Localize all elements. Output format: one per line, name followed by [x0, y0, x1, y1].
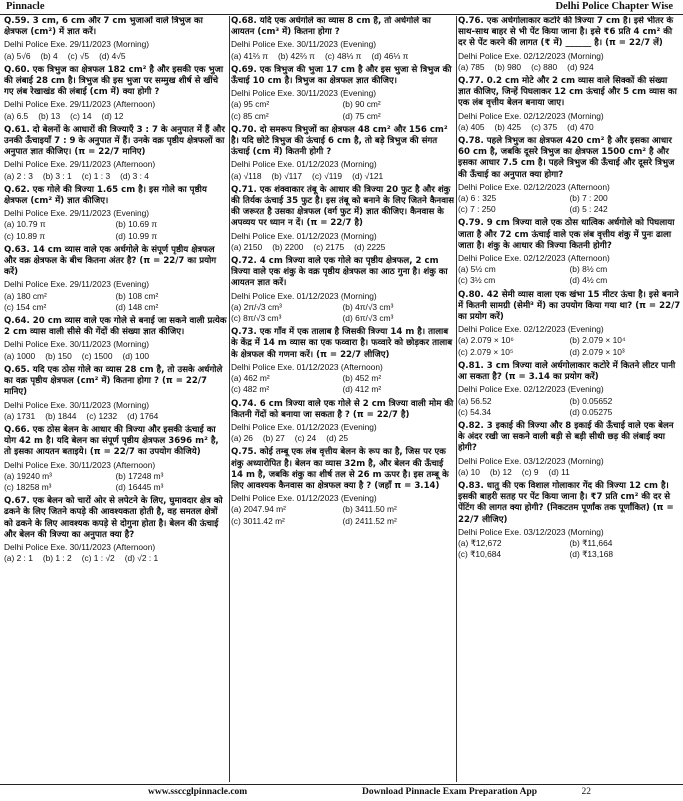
answer-option: (d) 100 [122, 350, 150, 361]
exam-reference: Delhi Police Exe. 29/11/2023 (Afternoon) [4, 99, 156, 110]
answer-options [458, 264, 681, 286]
answer-options [458, 62, 681, 73]
answer-options [4, 171, 227, 182]
column-2 [231, 16, 454, 782]
answer-option: (b) 13 [38, 110, 61, 121]
answer-option: (a) 1000 [4, 350, 36, 361]
exam-reference: Delhi Police Exe. 01/12/2023 (Morning) [231, 159, 377, 170]
question-block [458, 421, 681, 478]
answer-options [458, 396, 681, 418]
question-text: Q.61. दो बेलनों के आधारों की त्रिज्याएँ 3 : 7 के अनुपात में हैं और उनकी ऊँचाइयाँ 7 : 9 के अनुपात में हैं। उनके वक्र पृष्ठीय क्षेत्रफलों का अनुपात ज्ञात कीजिए। (π = 22/7 मानिए) [4, 124, 225, 158]
answer-option: (a) 19240 m³ [4, 470, 52, 481]
answer-option: (b) 27 [262, 433, 285, 444]
answer-option: (a) 26 [231, 433, 253, 444]
answer-option: (c) 14 [70, 110, 92, 121]
answer-option: (d) 4½ cm [569, 275, 608, 286]
answer-option: (b) 90 cm² [342, 99, 381, 110]
exam-reference: Delhi Police Exe. 02/12/2023 (Afternoon) [458, 253, 610, 264]
answer-option: (a) 462 m² [231, 373, 270, 384]
answer-option: (a) 2 : 1 [4, 553, 33, 564]
answer-options [231, 99, 454, 121]
answer-options [4, 111, 227, 122]
question-text: Q.76. एक अर्धगोलाकार कटोरे की त्रिज्या 7 cm है। इसे भीतर के साथ-साथ बाहर से भी पेंट किया जाना है। इसे ₹6 प्रति 4 cm² की दर से पेंट करने की लागत (₹ में) ______ है। (π = 22/7 लें) [458, 16, 674, 49]
answer-options [231, 171, 454, 182]
exam-reference: Delhi Police Exe. 30/11/2023 (Morning) [4, 399, 150, 410]
answer-option: (c) 482 m² [231, 384, 270, 395]
answer-option: (c) 54.34 [458, 406, 492, 417]
answer-option: (a) 405 [458, 121, 485, 132]
answer-option: (b) 3411.50 m² [342, 504, 397, 515]
answer-option: (b) 1844 [45, 410, 77, 421]
answer-option: (b) 17248 m³ [115, 470, 164, 481]
page-number: 22 [581, 787, 591, 797]
answer-option: (b) 108 cm² [115, 290, 159, 301]
question-block [231, 16, 454, 62]
answer-option: (d) 2225 [354, 241, 386, 252]
answer-options [458, 122, 681, 133]
question-text: Q.83. धातु की एक विशाल गोलाकार गेंद की त्रिज्या 12 cm है। इसकी बाहरी सतह पर पेंट किया जाना है। ₹7 प्रति cm² की दर से पेंटिंग की लागत क्या होगी? (निकटतम पूर्णांक तक पूर्णांकित) (π = 22/7 लीजिए) [458, 480, 674, 525]
answer-option: (a) 2 : 3 [4, 170, 33, 181]
answer-option: (c) 24 [294, 433, 317, 444]
question-block [458, 361, 681, 418]
question-block [458, 290, 681, 358]
answer-option: (c) 85 cm² [231, 110, 269, 121]
answer-option: (a) 6 : 325 [458, 193, 497, 204]
answer-options [458, 193, 681, 215]
answer-option: (d) 16445 m³ [115, 481, 164, 492]
question-block [231, 125, 454, 182]
answer-option: (b) √117 [271, 170, 303, 181]
question-text: Q.70. दो समरूप त्रिभुजों का क्षेत्रफल 48 cm² और 156 cm² है। यदि छोटे त्रिभुज की ऊंचाई 6 cm है, तो बड़े त्रिभुज की संगत ऊंचाई (cm में) कितनी होगी ? [231, 124, 448, 158]
answer-options [4, 51, 227, 62]
exam-reference: Delhi Police Exe. 01/12/2023 (Evening) [231, 421, 377, 432]
page-footer [0, 784, 683, 801]
answer-option: (d) 25 [326, 433, 349, 444]
answer-option: (a) 95 cm² [231, 99, 270, 110]
question-block [231, 185, 454, 253]
exam-reference: Delhi Police Exe. 30/11/2023 (Morning) [4, 339, 150, 350]
answer-options [231, 51, 454, 62]
answer-option: (d) 148 cm² [115, 301, 159, 312]
answer-option: (a) 1731 [4, 410, 36, 421]
answer-option: (c) 3½ cm [458, 275, 496, 286]
answer-option: (c) 154 cm² [4, 301, 47, 312]
answer-options [231, 373, 454, 395]
exam-reference: Delhi Police Exe. 30/11/2023 (Evening) [231, 39, 377, 50]
answer-option: (d) 6π/√3 cm³ [342, 313, 394, 324]
answer-option: (b) 10.69 π [115, 219, 158, 230]
question-text: Q.68. यदि एक अर्धगोले का व्यास 8 cm है, तो अर्धगोले का आयतन (cm³ में) कितना होगा ? [231, 16, 431, 38]
answer-option: (a) 2π/√3 cm³ [231, 301, 282, 312]
question-block [4, 496, 227, 564]
exam-reference: Delhi Police Exe. 02/12/2023 (Evening) [458, 384, 604, 395]
answer-option: (b) 425 [494, 121, 522, 132]
question-text: Q.82. 3 इकाई की त्रिज्या और 8 इकाई की ऊँचाई वाले एक बेलन के अंदर रखी जा सकने वाली बड़ी से बड़ी सीधी छड़ की लंबाई क्या होगी? [458, 420, 674, 454]
answer-option: (c) 1 : 3 [81, 170, 111, 181]
question-block [458, 76, 681, 133]
answer-option: (a) 2.079 × 10⁶ [458, 335, 514, 346]
answer-option: (a) 6.5 [4, 110, 29, 121]
question-text: Q.63. 14 cm व्यास वाले एक अर्धगोले के संपूर्ण पृष्ठीय क्षेत्रफल और वक्र क्षेत्रफल के बीच कितना अंतर है? (π = 22/7 का प्रयोग करें) [4, 244, 217, 278]
question-text: Q.81. 3 cm त्रिज्या वाले अर्धगोलाकार कटोरे में कितने लीटर पानी आ सकता है? (π = 3.14 का प्रयोग करें) [458, 360, 676, 383]
answer-option: (b) 2200 [272, 241, 304, 252]
question-block [458, 218, 681, 286]
answer-option: (c) 10.89 π [4, 230, 46, 241]
answer-option: (d) 75 cm² [342, 110, 381, 121]
question-block [4, 316, 227, 362]
answer-options [4, 291, 227, 313]
answer-option: (b) 8½ cm [569, 264, 608, 275]
exam-reference: Delhi Police Exe. 30/11/2023 (Evening) [231, 88, 377, 99]
answer-option: (c) ₹10,684 [458, 549, 502, 560]
question-text: Q.75. कोई तम्बू एक लंब वृत्तीय बेलन के रूप का है, जिस पर एक शंकु अध्यारोपित है। बेलन का व्यास 32m है, और बेलन की ऊँचाई 14 m है, जबकि शंकु का शीर्ष तल से 26 m ऊपर है। इस तम्बू के लिए आवश्यक कैनवास का क्षेत्रफल क्या है ? (जहाँ π = 3.14) [231, 447, 449, 491]
question-block [4, 365, 227, 422]
answer-options [4, 219, 227, 241]
question-text: Q.66. एक ठोस बेलन के आधार की त्रिज्या और इसकी ऊंचाई का योग 42 m है। यदि बेलन का संपूर्ण पृष्ठीय क्षेत्रफल 3696 m² है, तो इसका आयतन बताइये। (π = 22/7 का उपयोग कीजिये) [4, 424, 219, 458]
question-block [4, 425, 227, 493]
answer-option: (b) 980 [494, 61, 522, 72]
exam-reference: Delhi Police Exe. 01/12/2023 (Morning) [231, 290, 377, 301]
answer-option: (a) 10.79 π [4, 219, 46, 230]
exam-reference: Delhi Police Exe. 01/12/2023 (Afternoon) [231, 361, 383, 372]
question-text: Q.79. 9 cm त्रिज्या वाले एक ठोस धात्विक अर्धगोले को पिघलाया जाता है और 72 cm ऊंचाई वाले एक लंब वृत्तीय शंकु में पुनः ढाला जाता है। शंकु के आधार की त्रिज्या कितनी होगी? [458, 218, 675, 251]
answer-option: (c) 18258 m³ [4, 481, 52, 492]
answer-options [4, 553, 227, 564]
answer-option: (d) 1764 [127, 410, 159, 421]
answer-option: (a) 5√6 [4, 50, 31, 61]
exam-reference: Delhi Police Exe. 29/11/2023 (Evening) [4, 279, 150, 290]
answer-option: (d) 10.99 π [115, 230, 158, 241]
exam-reference: Delhi Police Exe. 01/12/2023 (Morning) [231, 230, 377, 241]
question-block [458, 481, 681, 560]
answer-option: (c) 8π/√3 cm³ [231, 313, 282, 324]
question-block [231, 399, 454, 445]
question-text: Q.74. 6 cm त्रिज्या वाले एक गोले से 2 cm त्रिज्या वाली मोम की कितनी गेंदों को बनाया जा सकता है ? (π = 22/7 है) [231, 398, 454, 420]
answer-option: (d) 2.079 × 10³ [569, 346, 625, 357]
answer-option: (b) 150 [45, 350, 72, 361]
answer-options [231, 242, 454, 253]
answer-option: (c) 9 [521, 466, 539, 477]
exam-reference: Delhi Police Exe. 03/12/2023 (Morning) [458, 455, 604, 466]
answer-option: (d) ₹13,168 [569, 549, 614, 560]
question-text: Q.60. एक त्रिभुज का क्षेत्रफल 182 cm² है और इसकी एक भुजा की लंबाई 28 cm है। त्रिभुज की इस भुजा पर सम्मुख शीर्ष से खींचे गए लंब रेखाखंड की लंबाई (cm में) क्या होगी ? [4, 64, 224, 98]
answer-option: (b) 12 [489, 466, 512, 477]
answer-option: (c) 880 [531, 61, 558, 72]
exam-reference: Delhi Police Exe. 29/11/2023 (Afternoon) [4, 159, 156, 170]
answer-option: (a) √118 [231, 170, 262, 181]
answer-option: (d) 470 [567, 121, 594, 132]
answer-option: (d) 924 [567, 61, 594, 72]
answer-option: (b) 2.079 × 10⁴ [569, 335, 626, 346]
answer-option: (d) 0.05275 [569, 406, 613, 417]
answer-options [458, 538, 681, 560]
question-block [231, 256, 454, 324]
question-block [4, 16, 227, 62]
exam-reference: Delhi Police Exe. 02/12/2023 (Morning) [458, 50, 604, 61]
answer-options [231, 302, 454, 324]
answer-options [231, 433, 454, 444]
question-block [4, 65, 227, 122]
answer-option: (d) 4√5 [99, 50, 126, 61]
question-text: Q.77. 0.2 cm मोटे और 2 cm व्यास वाले सिक्कों की संख्या ज्ञात कीजिए, जिन्हें पिघलाकर 12 cm ऊंचाई और 5 cm व्यास का एक लंब वृत्तीय बेलन बनाया जाए। [458, 76, 677, 109]
footer-website: www.ssccglpinnacle.com [148, 787, 248, 797]
question-columns [4, 16, 680, 782]
answer-option: (a) 2150 [231, 241, 263, 252]
answer-option: (d) 3 : 4 [120, 170, 149, 181]
answer-option: (c) 2175 [313, 241, 345, 252]
answer-option: (b) 3 : 1 [42, 170, 72, 181]
question-block [4, 125, 227, 182]
page-header [0, 0, 683, 15]
answer-option: (a) 180 cm² [4, 290, 47, 301]
answer-option: (a) 56.52 [458, 395, 492, 406]
answer-option: (b) 4 [40, 50, 58, 61]
answer-option: (b) 1 : 2 [42, 553, 72, 564]
answer-options [458, 467, 681, 478]
question-text: Q.69. एक त्रिभुज की भुजा 17 cm है और इस भुजा से त्रिभुज की ऊँचाई 10 cm है। त्रिभुज का क्षेत्रफल ज्ञात कीजिए। [231, 64, 452, 87]
question-block [458, 16, 681, 73]
question-block [231, 447, 454, 526]
answer-option: (c) 3011.42 m² [231, 515, 285, 526]
question-text: Q.71. एक शंक्वाकार तंबू के आधार की त्रिज्या 20 फुट है और शंकु की तिर्यक ऊंचाई 35 फुट है। इस तंबू को बनाने के लिए जितने कैनवास की जरूरत है उसका क्षेत्रफल (वर्ग फुट में) ज्ञात कीजिए। कैनवास के अपव्यय पर ध्यान न दें। (π = 22/7 है) [231, 184, 454, 229]
answer-option: (a) 785 [458, 61, 485, 72]
column-divider [229, 16, 230, 782]
question-block [231, 327, 454, 395]
answer-option: (d) 5 : 242 [569, 204, 608, 215]
answer-options [4, 411, 227, 422]
answer-option: (d) √121 [352, 170, 384, 181]
question-text: Q.73. एक गाँव में एक तालाब है जिसकी त्रिज्या 14 m है। तालाब के केंद्र में 14 m व्यास का एक फव्वारा है। फव्वारे को छोड़कर तालाब के क्षेत्रफल की गणना करें। (π = 22/7 लीजिए) [231, 327, 453, 360]
exam-reference: Delhi Police Exe. 03/12/2023 (Morning) [458, 526, 604, 537]
brand-name: Pinnacle [6, 1, 45, 12]
answer-option: (c) √119 [312, 170, 343, 181]
answer-option: (c) 1232 [86, 410, 118, 421]
column-3 [458, 16, 681, 782]
answer-option: (a) 10 [458, 466, 480, 477]
answer-option: (d) 2411.52 m² [342, 515, 397, 526]
answer-options [4, 351, 227, 362]
exam-reference: Delhi Police Exe. 02/12/2023 (Morning) [458, 110, 604, 121]
question-block [231, 65, 454, 122]
exam-reference: Delhi Police Exe. 29/11/2023 (Evening) [4, 208, 150, 219]
answer-option: (b) 452 m² [342, 373, 382, 384]
answer-option: (a) 41⅔ π [231, 50, 268, 61]
answer-option: (c) 7 : 250 [458, 204, 496, 215]
answer-option: (d) 46⅓ π [371, 50, 409, 61]
answer-option: (c) 2.079 × 10⁵ [458, 346, 514, 357]
column-divider [456, 16, 457, 782]
column-1 [4, 16, 227, 782]
answer-option: (b) 7 : 200 [569, 193, 608, 204]
question-text: Q.72. 4 cm त्रिज्या वाले एक गोले का पृष्ठीय क्षेत्रफल, 2 cm त्रिज्या वाले एक शंकु के वक्र पृष्ठीय क्षेत्रफल का आठ गुना है। शंकु का आयतन ज्ञात करें। [231, 256, 448, 289]
answer-option: (c) 375 [531, 121, 558, 132]
answer-option: (a) 5½ cm [458, 264, 496, 275]
exam-reference: Delhi Police Exe. 02/12/2023 (Afternoon) [458, 181, 610, 192]
answer-options [231, 504, 454, 526]
question-text: Q.67. एक बेलन को चारों ओर से लपेटने के लिए, घुमावदार क्षेत्र को ढकने के लिए जितने कपड़े की आवश्यकता होती है, वह समतल क्षेत्रों को ढकने के लिए आवश्यक कपड़े से दोगुना होता है। बेलन की ऊंचाई और बेलन की त्रिज्या का अनुपात क्या है? [4, 496, 223, 540]
answer-option: (d) 11 [548, 466, 570, 477]
answer-option: (a) ₹12,672 [458, 537, 502, 548]
exam-reference: Delhi Police Exe. 01/12/2023 (Evening) [231, 493, 377, 504]
answer-options [458, 335, 681, 357]
exam-reference: Delhi Police Exe. 30/11/2023 (Afternoon) [4, 541, 156, 552]
question-text: Q.80. 42 सेमी व्यास वाला एक खंभा 15 मीटर ऊंचा है। इसे बनाने में कितनी सामग्री (सेमी³ में) का उपयोग किया गया था? (π = 22/7 का प्रयोग करें) [458, 289, 681, 323]
question-text: Q.64. 20 cm व्यास वाले एक गोले से बनाई जा सकने वाली प्रत्येक 2 cm व्यास वाली सीसे की गेंदों की संख्या ज्ञात कीजिए। [4, 316, 227, 338]
question-text: Q.65. यदि एक ठोस गोले का व्यास 28 cm है, तो उसके अर्धगोले का वक्र पृष्ठीय क्षेत्रफल (cm² में) कितना होगा ? (π = 22/7 मानिए) [4, 364, 223, 398]
answer-option: (c) 1 : √2 [81, 553, 115, 564]
question-block [4, 185, 227, 242]
answer-option: (b) 42⅔ π [277, 50, 315, 61]
answer-option: (b) ₹11,664 [569, 537, 613, 548]
answer-option: (c) √5 [67, 50, 90, 61]
answer-option: (b) 4π/√3 cm³ [342, 301, 394, 312]
answer-option: (b) 0.05652 [569, 395, 613, 406]
answer-option: (d) 12 [101, 110, 124, 121]
answer-option: (c) 48⅓ π [324, 50, 362, 61]
answer-option: (d) √2 : 1 [124, 553, 159, 564]
exam-reference: Delhi Police Exe. 02/12/2023 (Evening) [458, 324, 604, 335]
exam-reference: Delhi Police Exe. 29/11/2023 (Morning) [4, 39, 150, 50]
answer-options [4, 471, 227, 493]
exam-reference: Delhi Police Exe. 30/11/2023 (Afternoon) [4, 459, 156, 470]
question-text: Q.59. 3 cm, 6 cm और 7 cm भुजाओं वाले त्रिभुज का क्षेत्रफल (cm²) में ज्ञात करें। [4, 16, 203, 38]
question-text: Q.78. पहले त्रिभुज का क्षेत्रफल 420 cm² है और इसका आधार 60 cm है, जबकि दूसरे त्रिभुज का क्षेत्रफल 1500 cm² है और इसका आधार 7.5 cm है। पहले त्रिभुज की ऊँचाई और दूसरे त्रिभुज की ऊँचाई का अनुपात क्या होगा? [458, 136, 675, 180]
footer-app-note: Download Pinnacle Exam Preparation App [362, 787, 538, 797]
question-block [458, 136, 681, 215]
answer-option: (d) 412 m² [342, 384, 382, 395]
question-block [4, 245, 227, 313]
question-text: Q.62. एक गोले की त्रिज्या 1.65 cm है। इस गोले का पृष्ठीय क्षेत्रफल (cm² में) ज्ञात कीजिए। [4, 184, 207, 207]
answer-option: (c) 1500 [81, 350, 113, 361]
chapter-title: Delhi Police Chapter Wise [555, 1, 673, 12]
answer-option: (a) 2047.94 m² [231, 504, 286, 515]
